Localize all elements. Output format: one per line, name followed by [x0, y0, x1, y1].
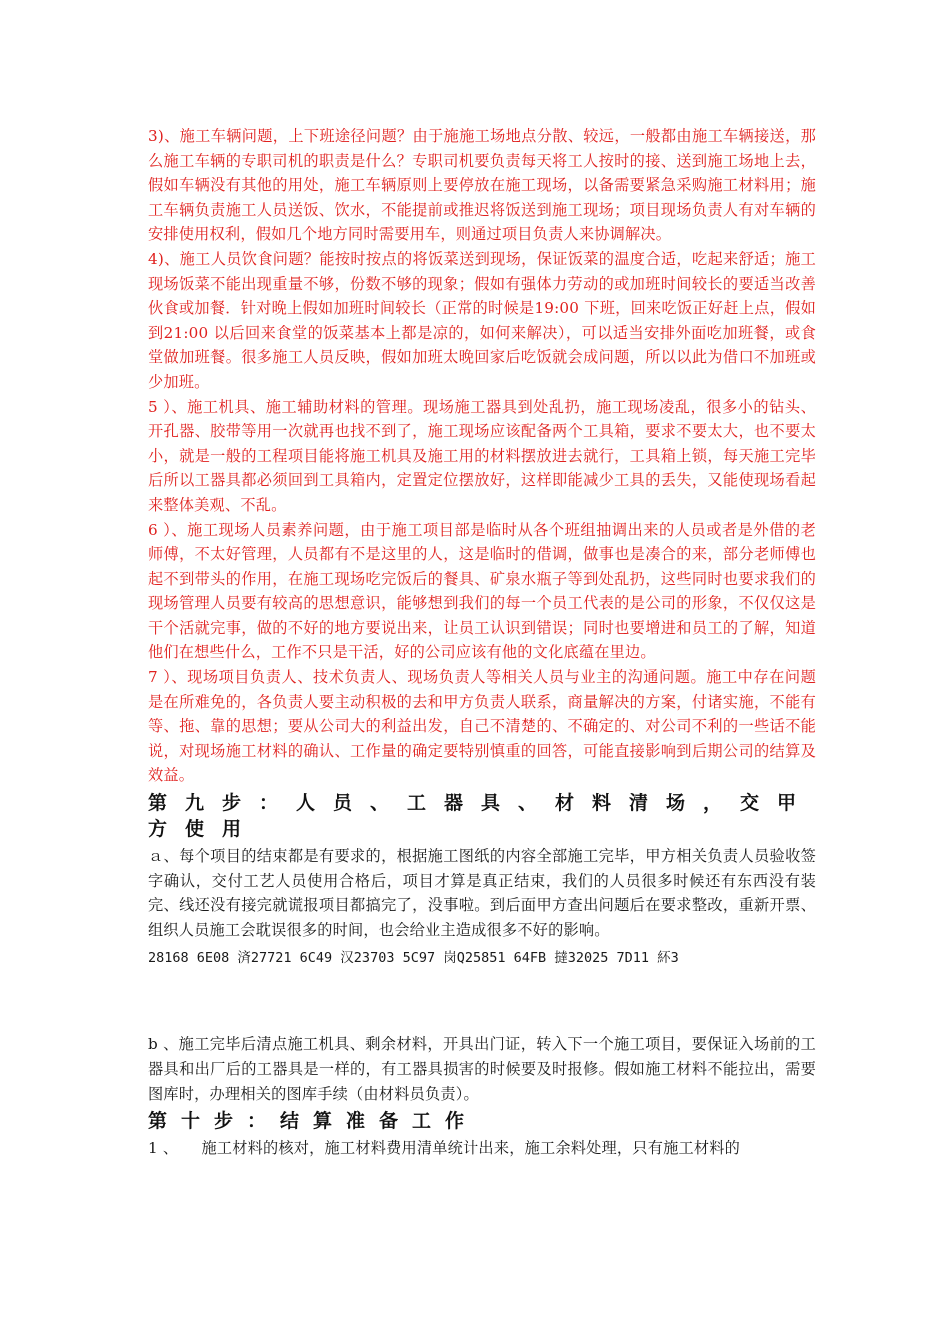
paragraph-personnel: 6 ）、施工现场人员素养问题，由于施工项目部是临时从各个班组抽调出来的人员或者是外借的老师傅，不太好管理，人员都有不是这里的人，这是临时的借调，做事也是凑合的来，部分老师傅也起不到带头的作用，在施工现场吃完饭后的餐具、矿泉水瓶子等到处乱扔，这些同时也要求我们的现场管理人员要有较高的思想意识，能够想到我们的每一个员工代表的是公司的形象，不仅仅这是干个活就完事，做的不好的地方要说出来，让员工认识到错误；同时也要增进和员工的了解，知道他们在想些什么，工作不只是干活，好的公司应该有他的文化底蕴在里边。 [148, 520, 816, 662]
paragraph-meals: 4)、施工人员饮食问题？能按时按点的将饭菜送到现场，保证饭菜的温度合适，吃起来舒适；施工现场饭菜不能出现重量不够，份数不够的现象；假如有强体力劳动的或加班时间较长的要适当改善伙食或加餐．针对晚上假如加班时间较长（正常的时候是19:00 下班，回来吃饭正好赶上点，假如到21:00 以后回来食堂的饭菜基本上都是凉的，如何来解决），可以适当安排外面吃加班餐，或食堂做加班餐。很多施工人员反映，假如加班太晚回家后吃饭就会成问题，所以以此为借口不加班或少加班。 [148, 249, 816, 391]
garbled-text-line: 28168 6E08 済27721 6C49 汉23703 5C97 岗Q25851 64FB 撻32025 7D11 紑3 [148, 950, 679, 967]
paragraph-vehicles: 3)、施工车辆问题，上下班途径问题？由于施施工场地点分散、较远，一般都由施工车辆接送，那么施工车辆的专职司机的职责是什么？专职司机要负责每天将工人按时的接、送到施工场地上去，假如车辆没有其他的用处，施工车辆原则上要停放在施工现场，以备需要紧急采购施工材料用；施工车辆负责施工人员送饭、饮水，不能提前或推迟将饭送到施工现场；项目现场负责人有对车辆的安排使用权利，假如几个地方同时需要用车，则通过项目负责人来协调解决。 [148, 127, 816, 244]
document-page [148, 124, 816, 1161]
step10-section [148, 1136, 816, 1161]
paragraph-step10-1: 1 、 施工材料的核对，施工材料费用清单统计出来，施工余料处理，只有施工材料的 [148, 1139, 741, 1158]
paragraph-communication: 7 ）、现场项目负责人、技术负责人、现场负责人等相关人员与业主的沟通问题。施工中存在问题是在所难免的，各负责人要主动积极的去和甲方负责人联系，商量解决的方案，付诸实施，不能有等、拖、靠的思想；要从公司大的利益出发，自己不清楚的、不确定的、对公司不利的一些话不能说，对现场施工材料的确认、工作量的确定要特别慎重的回答，可能直接影响到后期公司的结算及效益。 [148, 668, 816, 785]
step10-heading: 第十步：结算准备工作 [148, 1110, 479, 1133]
step9-heading: 第九步：人员、工器具、材料清场，交甲方使用 [148, 792, 815, 841]
step9-section [148, 844, 816, 1106]
paragraph-tools: 5 ）、施工机具、施工辅助材料的管理。现场施工器具到处乱扔，施工现场凌乱，很多小的钻头、开孔器、胶带等用一次就再也找不到了，施工现场应该配备两个工具箱，要求不要太大，也不要太小，就是一般的工程项目能将施工机具及施工用的材料摆放进去就行，工具箱上锁，每天施工完毕后所以工器具都必须回到工具箱内，定置定位摆放好，这样即能减少工具的丢失，又能使现场看起来整体美观、不乱。 [148, 397, 816, 514]
red-section [148, 124, 816, 788]
paragraph-step9-a: ａ、每个项目的结束都是有要求的，根据施工图纸的内容全部施工完毕，甲方相关负责人员验收签字确认，交付工艺人员使用合格后，项目才算是真正结束，我们的人员很多时候还有东西没有装完、线还没有接完就谎报项目都搞完了，没事啦。到后面甲方查出问题后在要求整改，重新开票、组织人员施工会耽误很多的时间，也会给业主造成很多不好的影响。 [148, 847, 816, 939]
paragraph-step9-b: b 、施工完毕后清点施工机具、剩余材料，开具出门证，转入下一个施工项目，要保证入场前的工器具和出厂后的工器具是一样的，有工器具损害的时候要及时报修。假如施工材料不能拉出，需要图库时，办理相关的图库手续（由材料员负责）。 [148, 1035, 816, 1103]
blank-gap [148, 970, 816, 1032]
